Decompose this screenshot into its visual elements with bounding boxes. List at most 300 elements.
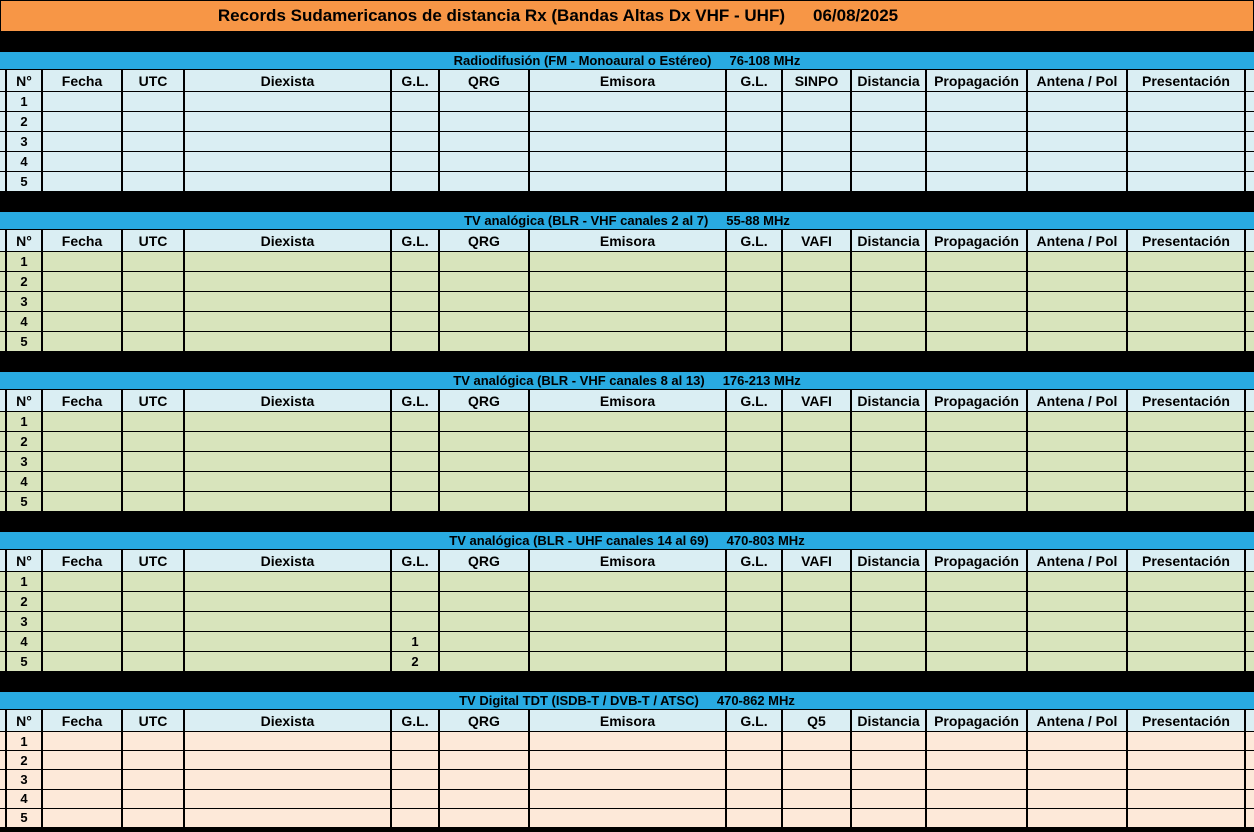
- col-header-gl-rx: G.L.: [392, 550, 440, 572]
- col-header-propagacion: Propagación: [927, 70, 1028, 92]
- row-number-cell: 1: [7, 412, 43, 432]
- row-number-cell: 4: [7, 472, 43, 492]
- cell-fecha: [43, 292, 123, 312]
- cell-signal: [783, 112, 852, 132]
- spacer-cell: [1246, 452, 1254, 472]
- cell-fecha: [43, 592, 123, 612]
- cell-diexista: [185, 790, 392, 809]
- cell-diexista: [185, 312, 392, 332]
- row-number-cell: 3: [7, 770, 43, 789]
- separator-bar: [0, 512, 1254, 532]
- table-row: [0, 632, 1254, 652]
- cell-antena-pol: [1028, 472, 1128, 492]
- cell-emisora: [530, 632, 727, 652]
- cell-antena-pol: [1028, 751, 1128, 770]
- cell-distancia: [852, 332, 927, 352]
- cell-qrg: [440, 572, 530, 592]
- cell-diexista: [185, 252, 392, 272]
- cell-gl-rx: [392, 92, 440, 112]
- cell-utc: [123, 492, 185, 512]
- col-header-diexista: Diexista: [185, 390, 392, 412]
- spacer-cell: [1246, 432, 1254, 452]
- cell-qrg: [440, 809, 530, 828]
- cell-signal: [783, 492, 852, 512]
- table-row: [0, 312, 1254, 332]
- cell-gl-rx: [392, 452, 440, 472]
- spacer-cell: [0, 572, 7, 592]
- cell-diexista: [185, 751, 392, 770]
- cell-signal: [783, 312, 852, 332]
- col-header-distancia: Distancia: [852, 390, 927, 412]
- cell-antena-pol: [1028, 272, 1128, 292]
- cell-signal: [783, 632, 852, 652]
- cell-propagacion: [927, 632, 1028, 652]
- cell-diexista: [185, 652, 392, 672]
- section-frequency-range: 470-803 MHz: [726, 533, 805, 548]
- col-header-signal: VAFI: [783, 390, 852, 412]
- cell-gl-rx: [392, 592, 440, 612]
- cell-gl-tx: [727, 312, 783, 332]
- cell-propagacion: [927, 751, 1028, 770]
- cell-antena-pol: [1028, 252, 1128, 272]
- cell-presentacion: [1128, 452, 1246, 472]
- cell-gl-rx: [392, 152, 440, 172]
- cell-qrg: [440, 272, 530, 292]
- cell-utc: [123, 809, 185, 828]
- cell-antena-pol: [1028, 132, 1128, 152]
- cell-utc: [123, 751, 185, 770]
- cell-signal: [783, 132, 852, 152]
- spacer-cell: [1246, 390, 1254, 412]
- row-number-cell: 2: [7, 592, 43, 612]
- cell-fecha: [43, 732, 123, 751]
- spacer-cell: [1246, 492, 1254, 512]
- section-1: [0, 52, 1254, 192]
- cell-gl-rx: [392, 751, 440, 770]
- separator-bar: [0, 352, 1254, 372]
- section-header-bar: [0, 692, 1254, 710]
- col-header-presentacion: Presentación: [1128, 70, 1246, 92]
- cell-gl-rx: [392, 412, 440, 432]
- cell-gl-rx: [392, 612, 440, 632]
- table-row: [0, 292, 1254, 312]
- cell-gl-rx: [392, 790, 440, 809]
- col-header-gl-rx: G.L.: [392, 390, 440, 412]
- cell-qrg: [440, 770, 530, 789]
- cell-diexista: [185, 172, 392, 192]
- cell-propagacion: [927, 592, 1028, 612]
- cell-presentacion: [1128, 632, 1246, 652]
- spacer-cell: [0, 732, 7, 751]
- col-header-num: N°: [7, 550, 43, 572]
- cell-emisora: [530, 572, 727, 592]
- spacer-cell: [1246, 592, 1254, 612]
- col-header-diexista: Diexista: [185, 230, 392, 252]
- cell-utc: [123, 790, 185, 809]
- cell-antena-pol: [1028, 312, 1128, 332]
- col-header-propagacion: Propagación: [927, 230, 1028, 252]
- col-header-antena-pol: Antena / Pol: [1028, 230, 1128, 252]
- cell-distancia: [852, 412, 927, 432]
- col-header-qrg: QRG: [440, 710, 530, 732]
- spacer-cell: [1246, 732, 1254, 751]
- cell-gl-tx: [727, 272, 783, 292]
- cell-distancia: [852, 572, 927, 592]
- table-row: [0, 472, 1254, 492]
- cell-gl-tx: [727, 292, 783, 312]
- cell-signal: [783, 472, 852, 492]
- cell-propagacion: [927, 492, 1028, 512]
- cell-propagacion: [927, 572, 1028, 592]
- cell-fecha: [43, 492, 123, 512]
- cell-emisora: [530, 172, 727, 192]
- cell-distancia: [852, 292, 927, 312]
- cell-qrg: [440, 112, 530, 132]
- cell-propagacion: [927, 152, 1028, 172]
- row-number-cell: 1: [7, 252, 43, 272]
- cell-diexista: [185, 732, 392, 751]
- cell-propagacion: [927, 92, 1028, 112]
- cell-distancia: [852, 612, 927, 632]
- cell-fecha: [43, 152, 123, 172]
- section-header-bar: [0, 532, 1254, 550]
- cell-utc: [123, 432, 185, 452]
- cell-distancia: [852, 92, 927, 112]
- cell-presentacion: [1128, 732, 1246, 751]
- table-row: [0, 751, 1254, 770]
- cell-signal: [783, 809, 852, 828]
- spacer-cell: [1246, 710, 1254, 732]
- cell-gl-tx: [727, 790, 783, 809]
- cell-distancia: [852, 272, 927, 292]
- spacer-cell: [0, 550, 7, 572]
- cell-qrg: [440, 152, 530, 172]
- cell-propagacion: [927, 652, 1028, 672]
- cell-diexista: [185, 332, 392, 352]
- cell-gl-rx: [392, 432, 440, 452]
- spacer-cell: [1246, 550, 1254, 572]
- cell-distancia: [852, 312, 927, 332]
- spacer-cell: [1246, 70, 1254, 92]
- cell-emisora: [530, 452, 727, 472]
- cell-gl-rx: [392, 332, 440, 352]
- cell-gl-tx: [727, 572, 783, 592]
- cell-gl-rx: [392, 809, 440, 828]
- col-header-num: N°: [7, 390, 43, 412]
- cell-distancia: [852, 809, 927, 828]
- cell-gl-tx: [727, 632, 783, 652]
- col-header-antena-pol: Antena / Pol: [1028, 390, 1128, 412]
- cell-qrg: [440, 312, 530, 332]
- row-number-cell: 2: [7, 272, 43, 292]
- table-row: [0, 572, 1254, 592]
- spacer-cell: [1246, 332, 1254, 352]
- row-number-cell: 4: [7, 312, 43, 332]
- cell-utc: [123, 770, 185, 789]
- row-number-cell: 1: [7, 732, 43, 751]
- spacer-cell: [1246, 751, 1254, 770]
- spacer-cell: [1246, 632, 1254, 652]
- cell-antena-pol: [1028, 732, 1128, 751]
- cell-emisora: [530, 770, 727, 789]
- cell-qrg: [440, 632, 530, 652]
- cell-qrg: [440, 592, 530, 612]
- spacer-cell: [0, 452, 7, 472]
- spacer-cell: [0, 710, 7, 732]
- table-row: [0, 92, 1254, 112]
- row-number-cell: 5: [7, 809, 43, 828]
- cell-utc: [123, 472, 185, 492]
- cell-fecha: [43, 132, 123, 152]
- spacer-cell: [1246, 132, 1254, 152]
- col-header-utc: UTC: [123, 390, 185, 412]
- col-header-gl-rx: G.L.: [392, 230, 440, 252]
- col-header-emisora: Emisora: [530, 550, 727, 572]
- row-number-cell: 4: [7, 152, 43, 172]
- cell-propagacion: [927, 172, 1028, 192]
- cell-gl-tx: [727, 172, 783, 192]
- col-header-propagacion: Propagación: [927, 390, 1028, 412]
- cell-propagacion: [927, 612, 1028, 632]
- cell-antena-pol: [1028, 652, 1128, 672]
- cell-antena-pol: [1028, 412, 1128, 432]
- row-number-cell: 4: [7, 632, 43, 652]
- cell-utc: [123, 132, 185, 152]
- cell-signal: [783, 770, 852, 789]
- col-header-diexista: Diexista: [185, 70, 392, 92]
- spacer-cell: [1246, 809, 1254, 828]
- col-header-num: N°: [7, 70, 43, 92]
- table-row: [0, 112, 1254, 132]
- cell-diexista: [185, 92, 392, 112]
- table-row: [0, 732, 1254, 751]
- cell-utc: [123, 732, 185, 751]
- cell-propagacion: [927, 472, 1028, 492]
- cell-presentacion: [1128, 272, 1246, 292]
- cell-gl-rx: [392, 272, 440, 292]
- cell-propagacion: [927, 452, 1028, 472]
- cell-diexista: [185, 472, 392, 492]
- cell-gl-tx: [727, 492, 783, 512]
- table-row: [0, 252, 1254, 272]
- cell-gl-rx: [392, 732, 440, 751]
- cell-propagacion: [927, 432, 1028, 452]
- cell-qrg: [440, 492, 530, 512]
- row-number-cell: 5: [7, 492, 43, 512]
- col-header-gl-tx: G.L.: [727, 710, 783, 732]
- cell-emisora: [530, 432, 727, 452]
- col-header-diexista: Diexista: [185, 710, 392, 732]
- cell-utc: [123, 112, 185, 132]
- col-header-propagacion: Propagación: [927, 710, 1028, 732]
- cell-signal: [783, 572, 852, 592]
- cell-fecha: [43, 432, 123, 452]
- cell-presentacion: [1128, 292, 1246, 312]
- row-number-cell: 1: [7, 572, 43, 592]
- cell-emisora: [530, 732, 727, 751]
- cell-utc: [123, 272, 185, 292]
- spacer-cell: [1246, 770, 1254, 789]
- separator-bar: [0, 192, 1254, 212]
- cell-presentacion: [1128, 312, 1246, 332]
- cell-qrg: [440, 412, 530, 432]
- col-header-distancia: Distancia: [852, 550, 927, 572]
- cell-qrg: [440, 332, 530, 352]
- spacer-cell: [1246, 252, 1254, 272]
- cell-presentacion: [1128, 751, 1246, 770]
- cell-qrg: [440, 432, 530, 452]
- cell-antena-pol: [1028, 452, 1128, 472]
- cell-emisora: [530, 809, 727, 828]
- cell-utc: [123, 612, 185, 632]
- col-header-antena-pol: Antena / Pol: [1028, 710, 1128, 732]
- col-header-qrg: QRG: [440, 550, 530, 572]
- col-header-emisora: Emisora: [530, 230, 727, 252]
- cell-gl-tx: [727, 432, 783, 452]
- cell-fecha: [43, 652, 123, 672]
- section-title: TV analógica (BLR - VHF canales 8 al 13): [453, 373, 705, 388]
- cell-fecha: [43, 172, 123, 192]
- col-header-antena-pol: Antena / Pol: [1028, 70, 1128, 92]
- cell-qrg: [440, 452, 530, 472]
- cell-qrg: [440, 790, 530, 809]
- table-row: [0, 452, 1254, 472]
- col-header-fecha: Fecha: [43, 550, 123, 572]
- cell-presentacion: [1128, 809, 1246, 828]
- cell-qrg: [440, 292, 530, 312]
- spacer-cell: [0, 132, 7, 152]
- cell-antena-pol: [1028, 492, 1128, 512]
- spacer-cell: [1246, 272, 1254, 292]
- cell-signal: [783, 592, 852, 612]
- cell-antena-pol: [1028, 592, 1128, 612]
- cell-emisora: [530, 152, 727, 172]
- cell-gl-rx: [392, 472, 440, 492]
- cell-antena-pol: [1028, 112, 1128, 132]
- cell-gl-tx: [727, 112, 783, 132]
- cell-emisora: [530, 112, 727, 132]
- cell-emisora: [530, 92, 727, 112]
- spacer-cell: [0, 112, 7, 132]
- table-row: [0, 770, 1254, 789]
- row-number-cell: 3: [7, 452, 43, 472]
- cell-gl-rx: [392, 132, 440, 152]
- spacer-cell: [1246, 412, 1254, 432]
- section-header-bar: [0, 52, 1254, 70]
- col-header-fecha: Fecha: [43, 710, 123, 732]
- col-header-gl-tx: G.L.: [727, 70, 783, 92]
- cell-signal: [783, 292, 852, 312]
- spacer-cell: [0, 152, 7, 172]
- cell-propagacion: [927, 790, 1028, 809]
- cell-qrg: [440, 252, 530, 272]
- col-header-signal: VAFI: [783, 550, 852, 572]
- cell-gl-rx: [392, 492, 440, 512]
- cell-gl-tx: [727, 612, 783, 632]
- table-row: [0, 412, 1254, 432]
- cell-qrg: [440, 472, 530, 492]
- cell-propagacion: [927, 112, 1028, 132]
- cell-signal: [783, 92, 852, 112]
- col-header-utc: UTC: [123, 70, 185, 92]
- col-header-emisora: Emisora: [530, 390, 727, 412]
- spacer-cell: [0, 312, 7, 332]
- cell-fecha: [43, 472, 123, 492]
- cell-emisora: [530, 652, 727, 672]
- col-header-qrg: QRG: [440, 230, 530, 252]
- column-header-row: [0, 550, 1254, 572]
- spacer-cell: [0, 472, 7, 492]
- cell-presentacion: [1128, 572, 1246, 592]
- cell-utc: [123, 592, 185, 612]
- cell-qrg: [440, 732, 530, 751]
- spacer-cell: [1246, 572, 1254, 592]
- cell-diexista: [185, 292, 392, 312]
- cell-utc: [123, 252, 185, 272]
- spacer-cell: [1246, 472, 1254, 492]
- col-header-diexista: Diexista: [185, 550, 392, 572]
- cell-gl-tx: [727, 452, 783, 472]
- cell-presentacion: [1128, 152, 1246, 172]
- cell-fecha: [43, 332, 123, 352]
- cell-signal: [783, 332, 852, 352]
- cell-distancia: [852, 172, 927, 192]
- cell-antena-pol: [1028, 332, 1128, 352]
- cell-presentacion: [1128, 412, 1246, 432]
- table-row: [0, 612, 1254, 632]
- col-header-fecha: Fecha: [43, 70, 123, 92]
- col-header-distancia: Distancia: [852, 70, 927, 92]
- cell-utc: [123, 572, 185, 592]
- row-number-cell: 5: [7, 172, 43, 192]
- cell-diexista: [185, 132, 392, 152]
- spacer-cell: [0, 770, 7, 789]
- col-header-utc: UTC: [123, 550, 185, 572]
- page-title: Records Sudamericanos de distancia Rx (Bandas Altas Dx VHF - UHF): [217, 6, 786, 25]
- spacer-cell: [1246, 172, 1254, 192]
- col-header-signal: SINPO: [783, 70, 852, 92]
- cell-fecha: [43, 412, 123, 432]
- col-header-antena-pol: Antena / Pol: [1028, 550, 1128, 572]
- cell-propagacion: [927, 412, 1028, 432]
- cell-fecha: [43, 632, 123, 652]
- column-header-row: [0, 70, 1254, 92]
- cell-diexista: [185, 412, 392, 432]
- col-header-qrg: QRG: [440, 70, 530, 92]
- cell-fecha: [43, 770, 123, 789]
- cell-signal: [783, 172, 852, 192]
- spacer-cell: [0, 790, 7, 809]
- table-row: [0, 592, 1254, 612]
- spacer-cell: [0, 92, 7, 112]
- row-number-cell: 2: [7, 751, 43, 770]
- table-row: [0, 132, 1254, 152]
- cell-fecha: [43, 112, 123, 132]
- table-row: [0, 332, 1254, 352]
- cell-gl-tx: [727, 652, 783, 672]
- cell-distancia: [852, 432, 927, 452]
- title-bar: [0, 0, 1254, 32]
- cell-utc: [123, 172, 185, 192]
- cell-fecha: [43, 92, 123, 112]
- table-row: [0, 152, 1254, 172]
- separator-bar: [0, 32, 1254, 52]
- col-header-utc: UTC: [123, 230, 185, 252]
- spacer-cell: [0, 809, 7, 828]
- cell-gl-rx: [392, 172, 440, 192]
- cell-gl-tx: [727, 92, 783, 112]
- spacer-cell: [1246, 652, 1254, 672]
